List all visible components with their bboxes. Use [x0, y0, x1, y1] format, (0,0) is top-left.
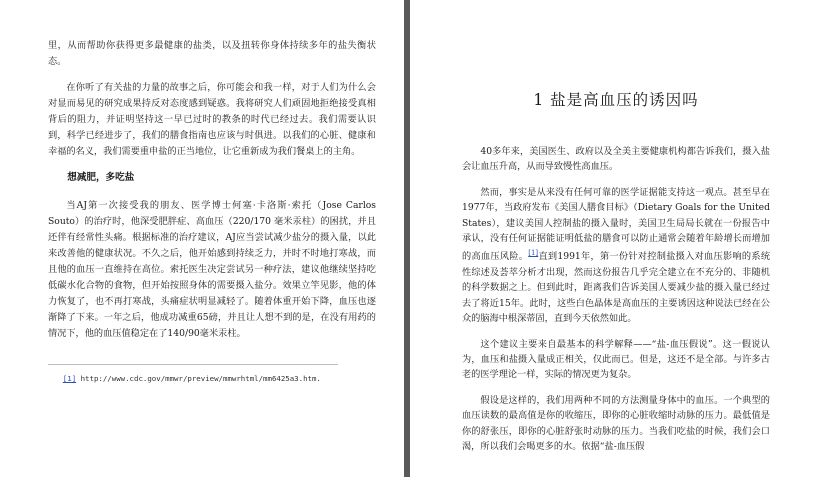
right-page — [410, 0, 820, 477]
right-paragraph-2-part-2: 直到1991年，第一份针对控制盐摄入对血压影响的系统性综述及荟萃分析才出现，然而这份报告几乎完全建立在不充分的、非随机的科学数据之上。但到此时，距离我们告诉美国人要减少盐的摄入量已经过去了将近15年。此时，这些白色晶体是高血压的主要诱因这种说法已经在公众的脑海中根深蒂固，直到今天依然如此。 — [462, 251, 771, 325]
footnote — [48, 373, 376, 385]
footnote-divider — [48, 364, 338, 365]
right-paragraph-3: 这个建议主要来自最基本的科学解释——“盐-血压假说”。这一假说认为，血压和盐摄入量成正相关，仅此而已。但是，这还不是全部。与许多古老的医学理论一样，实际的情况更为复杂。 — [462, 338, 770, 381]
right-paragraph-4: 假设是这样的，我们用两种不同的方法测量身体中的血压。一个典型的血压读数的最高值是你的收缩压，即你的心脏收缩时动脉的压力。最低值是你的舒张压，即你的心脏舒张时动脉的压力。当我们吃盐的时候，我们会口渴，所以我们会喝更多的水。依据“盐-血压假 — [462, 394, 770, 452]
chapter-title: 1 盐是高血压的诱因吗 — [533, 91, 699, 109]
footnote-reference-link[interactable]: [1] — [528, 249, 539, 258]
left-paragraph-2: 在你听了有关盐的力量的故事之后，你可能会和我一样，对于人们为什么会对显而易见的研究成果持反对态度感到疑惑。我将研究人们顽固地拒绝接受真相背后的阻力，并证明坚持这一早已过时的教条的时代已经过去。我们需要认识到，科学已经进步了，我们的膳食指南也应该与时俱进。以我们的心脏、健康和幸福的名义，我们需要重申盐的正当地位，让它重新成为我们餐桌上的主角。 — [48, 82, 376, 157]
left-page — [0, 0, 404, 477]
footnote-url: http://www.cdc.gov/mmwr/preview/mmwrhtml/mm6425a3.htm. — [80, 374, 321, 383]
section-heading: 想减肥，多吃盐 — [67, 172, 135, 183]
right-paragraph-1: 40多年来，美国医生、政府以及全美主要健康机构都告诉我们，摄入盐会让血压升高，从而导致慢性高血压。 — [462, 146, 770, 173]
right-paragraph-2-part-1: 然而，事实是从来没有任何可靠的医学证据能支持这一观点。甚至早在1977年，当政府发布《美国人膳食目标》（Dietary Goals for the United States），建议美国人控制盐的摄入量时，美国卫生局局长就在一份报告中承认，没有任何证据能证明低盐的膳食可以防止通常会随着年龄增长而增加的高血压风险。 — [462, 186, 770, 263]
right-paragraph-2 — [462, 185, 770, 327]
left-paragraph-1: 里，从而帮助你获得更多最健康的盐类，以及扭转你身体持续多年的盐失衡状态。 — [48, 40, 376, 67]
footnote-marker-link[interactable]: [1] — [62, 374, 77, 383]
left-paragraph-3: 当AJ第一次接受我的朋友、医学博士何塞·卡洛斯·索托（Jose Carlos Souto）的治疗时，他深受肥胖症、高血压（220/170 毫米汞柱）的困扰，并且还伴有经常性头痛。根据标准的治疗建议，AJ应当尝试减少盐分的摄入量，以此来改善他的健康状况。不久之后，他开始感到持续乏力，并时不时地打寒战，而且他的血压一直维持在高位。索托医生决定尝试另一种疗法，建议他继续坚持吃低碳水化合物的食物，但开始按照身体的需要摄入盐分。效果立竿见影，他的体力恢复了，也不再打寒战，头痛症状明显减轻了。随着体重开始下降，血压也逐渐降了下来。一年之后，他成功减重65磅，并且让人想不到的是，在没有用药的情况下，他的血压值稳定在了140/90毫米汞柱。 — [48, 200, 376, 339]
